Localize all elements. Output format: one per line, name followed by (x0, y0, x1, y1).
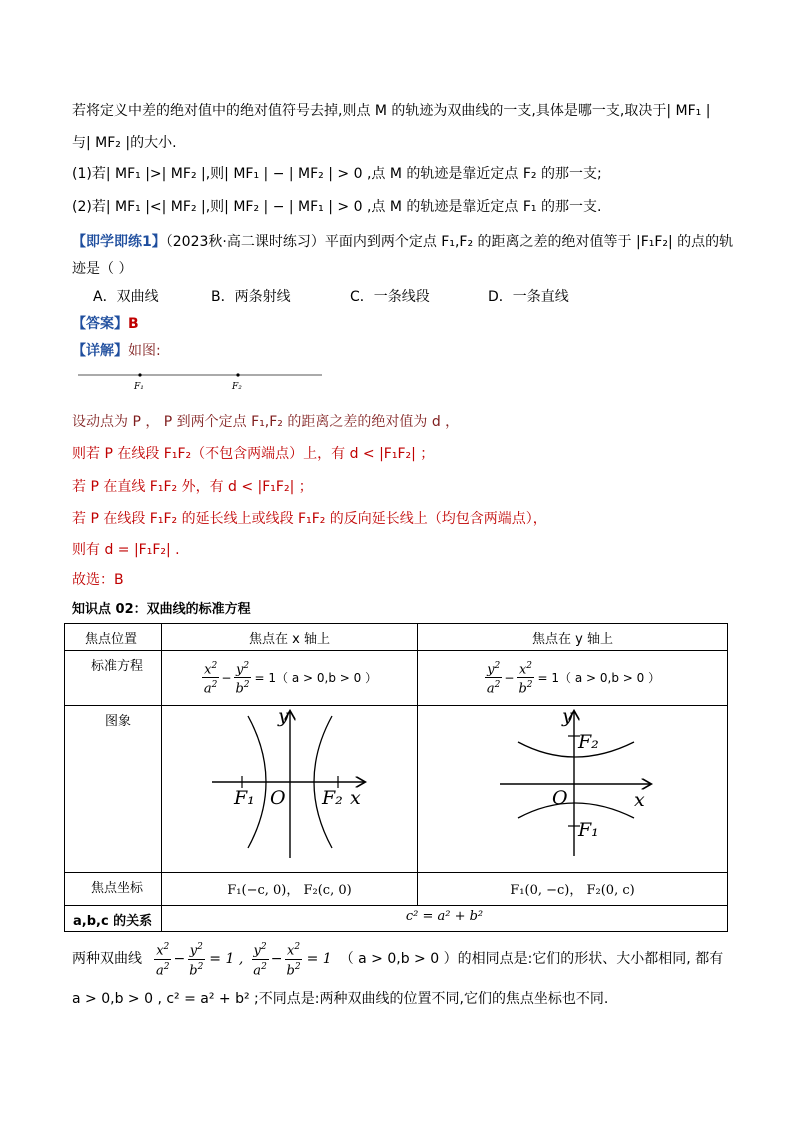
graph-y-f1-label: F₁ (578, 819, 599, 841)
option-d-text: 一条直线 (512, 289, 569, 305)
row-label-focus: 焦点坐标 (65, 873, 162, 906)
solution-line-5: 则有 d = |F₁F₂| . (72, 542, 180, 558)
solution-line-1: 设动点为 P ， P 到两个定点 F₁,F₂ 的距离之差的绝对值为 d ， (72, 414, 460, 430)
row-label-graph: 图象 (65, 706, 162, 873)
foci-line-figure (76, 368, 326, 396)
exercise-question-line-1 (72, 232, 733, 252)
sum-frac-x2-a2: $\frac{x^2}{a^2}$ (156, 942, 170, 978)
figure-f1-label: F₁ (134, 382, 144, 392)
graph-y-axis-cell (418, 706, 728, 873)
graph-x-f2-label: F₂ (322, 787, 343, 809)
header-y-axis: 焦点在 y 轴上 (418, 624, 728, 651)
exercise-question-1: 平面内到两个定点 F₁,F₂ 的距离之差的绝对值等于 |F₁F₂| 的点的轨 (324, 234, 734, 250)
hyperbola-y-graph (418, 706, 727, 868)
option-a (93, 287, 159, 307)
table-row-relation (65, 906, 728, 932)
solution-choice: 故选：B (72, 572, 124, 588)
sum-frac-y2-a2: $\frac{y^2}{a^2}$ (253, 942, 267, 978)
equation-x: $\frac{x^2}{a^2}$ − $\frac{y^2}{b^2}$ = 1（ a > 0,b > 0 ） (162, 651, 418, 706)
section-title: 知识点 02：双曲线的标准方程 (72, 602, 251, 617)
table-row-equation (65, 651, 728, 706)
answer-value: B (128, 316, 139, 332)
option-c-letter: C． (350, 289, 374, 305)
focus-y: F₁(0, −c)， F₂(0, c) (418, 873, 728, 906)
detail-line (72, 341, 161, 361)
graph-y-origin-label: O (552, 787, 568, 809)
equation-y: $\frac{y^2}{a^2}$ − $\frac{x^2}{b^2}$ = 1（ a > 0,b > 0 ） (418, 651, 728, 706)
intro-item-2: (2)若| MF₁ |<| MF₂ |,则| MF₂ | − | MF₁ | > 0 ,点 M 的轨迹是靠近定点 F₁ 的那一支. (72, 199, 602, 215)
equation-x-cond: = 1（ a > 0,b > 0 ） (254, 671, 378, 685)
hyperbola-x-graph (162, 706, 417, 868)
option-a-letter: A． (93, 289, 117, 305)
table-row-graph (65, 706, 728, 873)
detail-tag: 【详解】 (72, 343, 128, 359)
relation-value: c² = a² + b² (162, 906, 728, 932)
answer-line (72, 314, 139, 334)
exercise-question-line-2: 迹是（ ） (72, 261, 133, 277)
option-c (350, 287, 430, 307)
table-row-focus (65, 873, 728, 906)
intro-line-2: 与| MF₂ |的大小. (72, 135, 177, 151)
exercise-source: （2023秋·高二课时练习） (165, 234, 325, 250)
graph-x-f1-label: F₁ (234, 787, 255, 809)
frac-y2-b2: $\frac{y^2}{b^2}$ (235, 660, 250, 697)
summary-line-2: a > 0,b > 0 , c² = a² + b² ;不同点是:两种双曲线的位置不同,它们的焦点坐标也不同. (72, 991, 609, 1007)
graph-x-axis-cell (162, 706, 418, 873)
graph-y-f2-label: F₂ (578, 731, 599, 753)
summary-intro: 两种双曲线 (72, 951, 142, 967)
answer-tag: 【答案】 (72, 316, 128, 332)
summary-line-1: 两种双曲线 $\frac{x^2}{a^2}$ − $\frac{y^2}{b^2}$ = 1 , $\frac{y^2}{a^2}$ − $\frac{x^2}{b^2}$ = 1 （ a > 0,b > 0 ）的相同点是:它们的形状、大小都相同, 都有 (72, 942, 724, 978)
intro-item-1: (1)若| MF₁ |>| MF₂ |,则| MF₁ | − | MF₂ | > 0 ,点 M 的轨迹是靠近定点 F₂ 的那一支; (72, 166, 602, 182)
option-d (488, 287, 569, 307)
equation-y-cond: = 1（ a > 0,b > 0 ） (537, 671, 661, 685)
solution-line-2: 则若 P 在线段 F₁F₂（不包含两端点）上，有 d < |F₁F₂| ； (72, 446, 435, 462)
solution-line-3: 若 P 在直线 F₁F₂ 外，有 d < |F₁F₂| ； (72, 479, 313, 495)
graph-x-x-label: x (350, 787, 361, 809)
detail-intro: 如图: (128, 343, 161, 359)
solution-line-4: 若 P 在线段 F₁F₂ 的延长线上或线段 F₁F₂ 的反向延长线上（均包含两端点）， (72, 511, 547, 527)
row-label-relation: a,b,c 的关系 (65, 906, 162, 932)
option-b-text: 两条射线 (234, 289, 291, 305)
frac-x2-b2: $\frac{x^2}{b^2}$ (518, 660, 533, 697)
frac-y2-a2: $\frac{y^2}{a^2}$ (486, 660, 501, 697)
option-b (211, 287, 291, 307)
table-header-row (65, 624, 728, 651)
option-a-text: 双曲线 (116, 289, 159, 305)
intro-line-1: 若将定义中差的绝对值中的绝对值符号去掉,则点 M 的轨迹为双曲线的一支,具体是哪一支,取决于| MF₁ | (72, 103, 711, 119)
frac-x2-a2: $\frac{x^2}{a^2}$ (203, 660, 218, 697)
option-b-letter: B． (211, 289, 235, 305)
hyperbola-table (64, 623, 728, 932)
sum-frac-y2-b2: $\frac{y^2}{b^2}$ (189, 942, 204, 978)
option-d-letter: D． (488, 289, 513, 305)
summary-line-1-rest: （ a > 0,b > 0 ）的相同点是:它们的形状、大小都相同, 都有 (339, 951, 724, 967)
option-c-text: 一条线段 (373, 289, 430, 305)
header-focus-position: 焦点位置 (65, 624, 162, 651)
sum-frac-x2-b2: $\frac{x^2}{b^2}$ (286, 942, 301, 978)
exercise-tag: 【即学即练1】 (72, 234, 166, 250)
graph-y-y-label: y (562, 706, 573, 727)
figure-f2-label: F₂ (232, 382, 242, 392)
graph-x-y-label: y (278, 706, 289, 727)
graph-x-origin-label: O (270, 787, 286, 809)
header-x-axis: 焦点在 x 轴上 (162, 624, 418, 651)
focus-x: F₁(−c, 0)， F₂(c, 0) (162, 873, 418, 906)
row-label-equation: 标准方程 (65, 651, 162, 706)
graph-y-x-label: x (634, 789, 645, 811)
